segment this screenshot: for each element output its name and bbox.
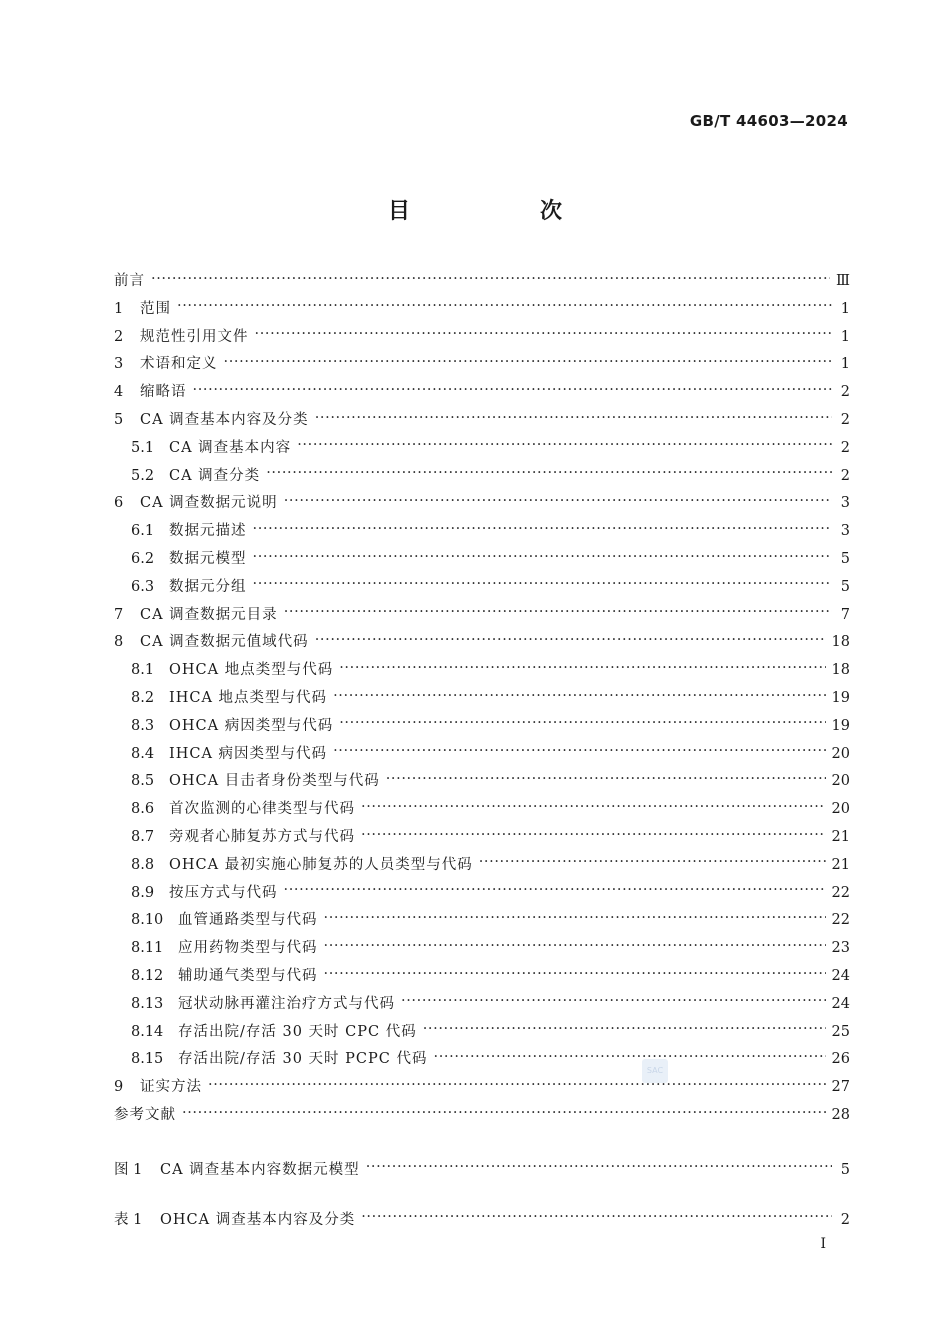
toc-entry[interactable] [114,546,850,574]
toc-entry-title: IHCA 病因类型与代码 [169,745,328,762]
toc-entry[interactable] [114,407,850,435]
toc-entry-number: 8.9 [131,884,155,901]
toc-entry-number: 8.3 [131,717,155,734]
toc-entry-title: 首次监测的心律类型与代码 [169,801,355,818]
toc-entry-page: 19 [831,717,850,734]
toc-entry-title: 存活出院/存活 30 天时 CPC 代码 [178,1023,417,1040]
toc-entry-page: 5 [840,578,850,595]
toc-entry-title: IHCA 地点类型与代码 [169,689,328,706]
toc-entry-number: 图 1 [114,1161,143,1178]
section-gap [114,1185,850,1207]
dot-leader [315,414,832,429]
toc-entry[interactable] [114,1019,850,1047]
dot-leader [253,525,833,540]
toc-entry-number: 8.6 [131,801,155,818]
toc-entry[interactable] [114,1157,850,1185]
dot-leader [324,942,826,957]
dot-leader [224,358,833,373]
toc-entry[interactable] [114,1074,850,1102]
toc-entry-page: 18 [831,662,850,679]
toc-entry-number: 7 [114,606,124,623]
toc-entry-title: 冠状动脉再灌注治疗方式与代码 [178,995,395,1012]
toc-entry[interactable] [114,574,850,602]
toc-entry-title: CA 调查数据元说明 [140,495,278,512]
toc-entry-title: 存活出院/存活 30 天时 PCPC 代码 [178,1051,428,1068]
page-title: 目 次 [387,199,616,224]
toc-entry-page: 2 [840,439,850,456]
dot-leader [339,719,825,734]
dot-leader [193,386,833,401]
toc-entry[interactable] [114,741,850,769]
toc-entry[interactable] [114,296,850,324]
table-of-contents [114,268,850,1234]
toc-entry-title: 血管通路类型与代码 [178,912,318,929]
dot-leader [266,469,832,484]
dot-leader [297,441,832,456]
toc-entry-title: 按压方式与代码 [169,884,278,901]
dot-leader [284,886,826,901]
page-number: I [820,1236,826,1252]
toc-entry-number: 9 [114,1079,124,1096]
dot-leader [366,1163,832,1178]
toc-entry-number: 3 [114,356,124,373]
toc-entry-number: 8 [114,634,124,651]
toc-entry-title: OHCA 地点类型与代码 [169,662,334,679]
toc-entry-page: 22 [831,884,850,901]
dot-leader [182,1109,826,1124]
toc-entry-title: CA 调查数据元目录 [140,606,278,623]
toc-entry[interactable] [114,796,850,824]
toc-entry[interactable] [114,768,850,796]
toc-entry-page: 24 [831,995,850,1012]
toc-entry-number: 8.10 [131,912,164,929]
toc-entry[interactable] [114,1102,850,1130]
toc-entry[interactable] [114,1046,850,1074]
dot-leader [423,1025,826,1040]
dot-leader [401,997,826,1012]
toc-entry-number: 6.3 [131,578,155,595]
toc-entry-number: 8.8 [131,856,155,873]
toc-entry-title: 数据元模型 [169,550,247,567]
toc-entry-number: 8.7 [131,828,155,845]
toc-entry[interactable] [114,490,850,518]
dot-leader [208,1081,826,1096]
toc-entry-title: CA 调查数据元值域代码 [140,634,309,651]
toc-entry[interactable] [114,324,850,352]
toc-entry-page: 25 [831,1023,850,1040]
toc-entry-title: OHCA 调查基本内容及分类 [160,1211,356,1228]
toc-entry[interactable] [114,351,850,379]
toc-entry[interactable] [114,935,850,963]
toc-entry-page: 2 [840,467,850,484]
toc-entry-number: 8.11 [131,940,164,957]
dot-leader [177,302,832,317]
dot-leader [253,580,833,595]
toc-entry-title: 规范性引用文件 [140,328,249,345]
toc-entry-number: 6 [114,495,124,512]
toc-entry-title: OHCA 最初实施心肺复苏的人员类型与代码 [169,856,473,873]
toc-entry-page: 1 [840,328,850,345]
dot-leader [479,858,826,873]
toc-entry-number: 表 1 [114,1211,143,1228]
toc-entry-number: 5.2 [131,467,155,484]
toc-entry-number: 8.15 [131,1051,164,1068]
dot-leader [333,747,825,762]
toc-entry-page: 27 [831,1079,850,1096]
toc-entry-page: Ⅲ [836,273,850,289]
dot-leader [361,831,826,846]
toc-entry-page: 26 [831,1051,850,1068]
toc-entry-page: 20 [831,745,850,762]
toc-entry-title: CA 调查分类 [169,467,261,484]
toc-entry-number: 6.2 [131,550,155,567]
toc-entry-title: 证实方法 [140,1079,202,1096]
toc-entry-title: CA 调查基本内容及分类 [140,411,309,428]
toc-entry[interactable] [114,907,850,935]
toc-entries [114,268,850,1130]
toc-entry-number: 2 [114,328,124,345]
dot-leader [324,914,826,929]
dot-leader [333,692,825,707]
toc-entry-page: 2 [840,411,850,428]
toc-entry[interactable] [114,379,850,407]
toc-entry-title: CA 调查基本内容数据元模型 [160,1161,360,1178]
toc-entry-page: 1 [840,300,850,317]
toc-entry[interactable] [114,852,850,880]
toc-entry-number: 4 [114,384,124,401]
toc-entry-title: 范围 [140,300,171,317]
toc-entry[interactable] [114,435,850,463]
toc-entry-title: 数据元分组 [169,578,247,595]
toc-entry-page: 21 [831,856,850,873]
toc-entry-number: 8.5 [131,773,155,790]
toc-entry-title: 缩略语 [140,384,187,401]
dot-leader [255,330,833,345]
dot-leader [339,664,825,679]
toc-entry-page: 1 [840,356,850,373]
toc-entry-title: OHCA 目击者身份类型与代码 [169,773,380,790]
dot-leader [361,803,826,818]
toc-entry-title: 术语和定义 [140,356,218,373]
toc-entry-page: 20 [831,801,850,818]
toc-entry[interactable] [114,1207,850,1235]
toc-entry-title: 应用药物类型与代码 [178,940,318,957]
toc-entry-number: 8.1 [131,662,155,679]
toc-entry-page: 5 [840,1161,850,1178]
toc-entry-page: 19 [831,689,850,706]
dot-leader [324,970,826,985]
standard-number: GB/T 44603—2024 [689,112,848,130]
toc-entry-page: 3 [840,495,850,512]
toc-entry-page: 2 [840,384,850,401]
section-gap [114,1130,850,1157]
toc-entry-page: 5 [840,550,850,567]
toc-entry-number: 8.2 [131,689,155,706]
dot-leader [433,1053,825,1068]
toc-entry[interactable] [114,657,850,685]
dot-leader [315,636,826,651]
toc-entry-page: 7 [840,606,850,623]
dot-leader [386,775,826,790]
toc-entry-page: 20 [831,773,850,790]
toc-entry-number: 8.13 [131,995,164,1012]
toc-entry[interactable] [114,463,850,491]
dot-leader [361,1213,832,1228]
toc-entry-title: 辅助通气类型与代码 [178,967,318,984]
toc-entry-page: 2 [840,1211,850,1228]
toc-entry[interactable] [114,713,850,741]
toc-entry[interactable] [114,629,850,657]
toc-entry-page: 23 [831,940,850,957]
toc-entry-title: 数据元描述 [169,523,247,540]
figure-list [114,1157,850,1185]
toc-entry[interactable] [114,963,850,991]
watermark-logo: SAC [642,1059,668,1083]
toc-entry-number: 6.1 [131,523,155,540]
dot-leader [284,497,832,512]
toc-entry-number: 5.1 [131,439,155,456]
dot-leader [253,553,833,568]
toc-entry-title: 前言 [114,273,145,289]
toc-entry-number: 8.4 [131,745,155,762]
toc-entry-page: 21 [831,828,850,845]
toc-entry[interactable] [114,518,850,546]
toc-entry-number: 5 [114,411,124,428]
toc-entry-title: CA 调查基本内容 [169,439,292,456]
toc-entry-page: 24 [831,967,850,984]
toc-entry-number: 8.14 [131,1023,164,1040]
toc-entry[interactable] [114,602,850,630]
toc-entry[interactable] [114,880,850,908]
toc-entry-page: 28 [831,1106,850,1123]
table-list [114,1207,850,1235]
dot-leader [151,275,830,290]
toc-entry-title: OHCA 病因类型与代码 [169,717,334,734]
toc-entry-number: 1 [114,300,124,317]
dot-leader [284,608,832,623]
toc-entry[interactable] [114,685,850,713]
toc-entry-number: 8.12 [131,967,164,984]
toc-entry[interactable] [114,991,850,1019]
toc-entry-title: 旁观者心肺复苏方式与代码 [169,828,355,845]
toc-entry-page: 3 [840,523,850,540]
toc-entry-page: 18 [831,634,850,651]
toc-entry[interactable] [114,824,850,852]
toc-entry-title: 参考文献 [114,1106,176,1123]
toc-entry[interactable] [114,268,850,296]
toc-entry-page: 22 [831,912,850,929]
